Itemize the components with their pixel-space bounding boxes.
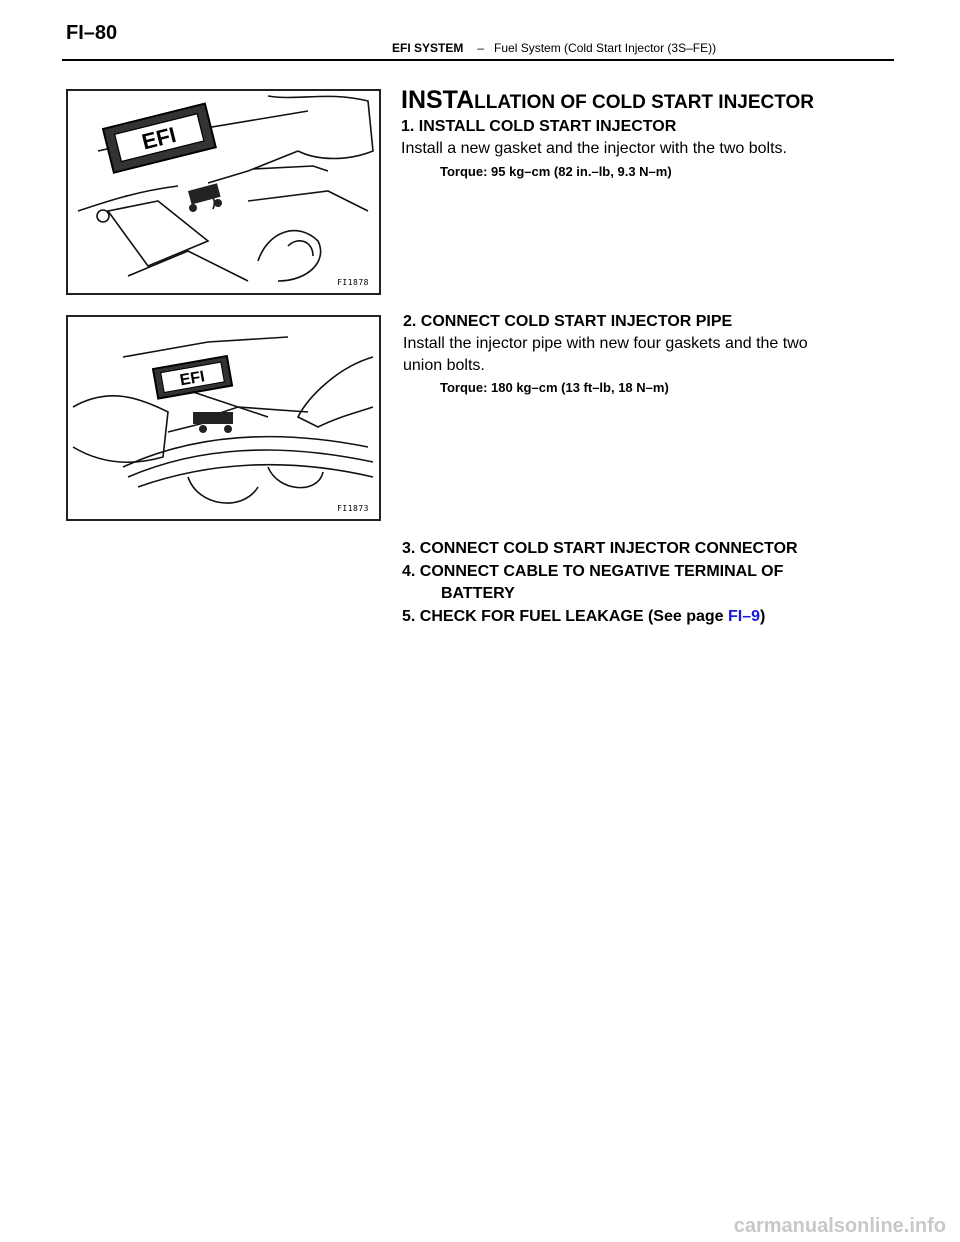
- step-1-torque: Torque: 95 kg–cm (82 in.–lb, 9.3 N–m): [440, 164, 672, 179]
- step-5-heading: [402, 608, 765, 626]
- header-section: EFI SYSTEM: [392, 41, 464, 55]
- title-rest: LLATION OF COLD START INJECTOR: [474, 92, 815, 113]
- illustration-pipe-connect: [68, 317, 379, 519]
- figure-install-injector: [66, 89, 381, 295]
- section-title: [401, 86, 814, 115]
- running-header: [392, 41, 716, 55]
- step-2-torque: Torque: 180 kg–cm (13 ft–lb, 18 N–m): [440, 380, 669, 395]
- header-subsection: Fuel System (Cold Start Injector (3S–FE)): [494, 41, 717, 55]
- header-rule: [62, 59, 894, 61]
- page-number: FI–80: [66, 22, 118, 44]
- efi-plate-label: EFI: [178, 368, 207, 390]
- figure-connect-pipe: [66, 315, 381, 521]
- illustration-injector-install: [68, 91, 379, 293]
- watermark: carmanualsonline.info: [733, 1215, 946, 1237]
- efi-plate-label: EFI: [139, 121, 179, 155]
- step-5-suffix: ): [760, 608, 766, 625]
- step-1-text: Install a new gasket and the injector with the two bolts.: [401, 140, 787, 157]
- step-2-heading: 2. CONNECT COLD START INJECTOR PIPE: [403, 313, 733, 330]
- step-4-heading: 4. CONNECT CABLE TO NEGATIVE TERMINAL OF: [402, 563, 784, 580]
- step-2-text-line1: Install the injector pipe with new four gaskets and the two: [403, 335, 808, 352]
- figure-code: FI1878: [337, 278, 369, 287]
- step-3-heading: 3. CONNECT COLD START INJECTOR CONNECTOR: [402, 540, 798, 557]
- step-4-heading-cont: BATTERY: [441, 585, 515, 602]
- title-lead: INSTA: [401, 86, 475, 114]
- page-link-fi-9[interactable]: FI–9: [727, 608, 760, 625]
- figure-code: FI1873: [337, 504, 369, 513]
- step-1-heading: 1. INSTALL COLD START INJECTOR: [401, 118, 677, 135]
- step-5-prefix: 5. CHECK FOR FUEL LEAKAGE (See page: [402, 608, 728, 625]
- header-separator: –: [477, 41, 485, 55]
- step-2-text-line2: union bolts.: [403, 357, 485, 374]
